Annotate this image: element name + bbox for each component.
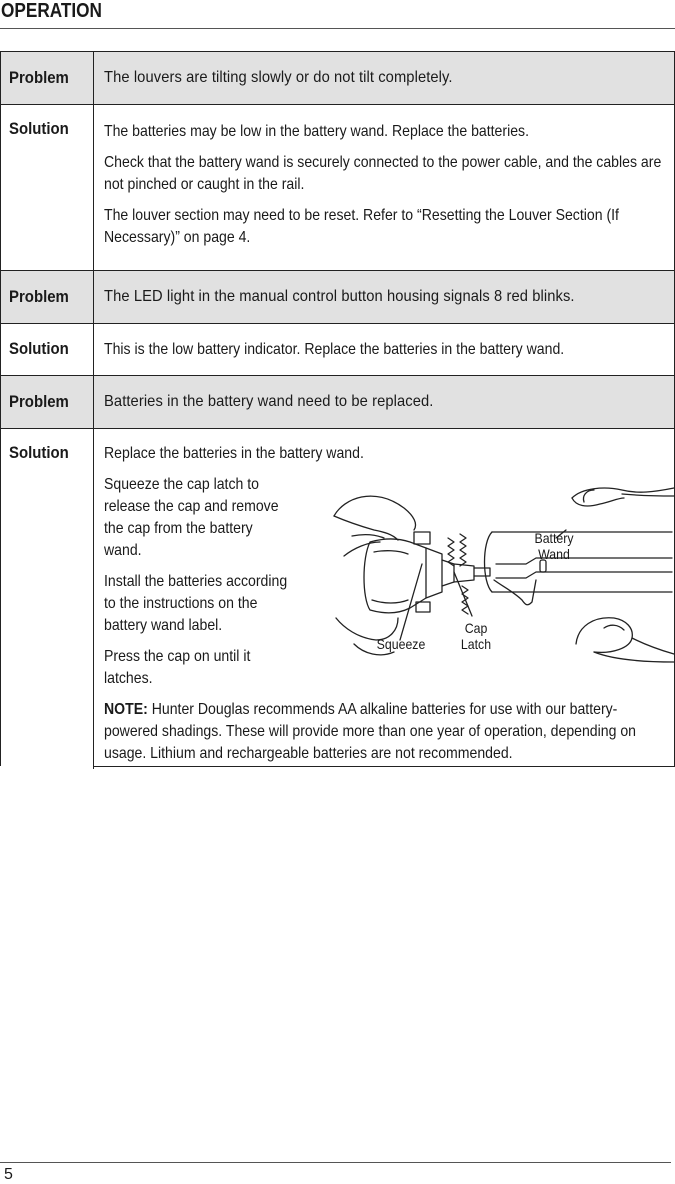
problem-text: The louvers are tilting slowly or do not tilt completely. — [104, 69, 453, 86]
problem-text: Batteries in the battery wand need to be replaced. — [104, 393, 434, 410]
column-divider — [93, 324, 94, 375]
solution-text — [104, 339, 669, 370]
solution-label: Solution — [9, 339, 69, 358]
solution-paragraph: Check that the battery wand is securely connected to the power cable, and the cables are not pinched or caught in the rail. — [104, 154, 662, 193]
problem-row-3 — [0, 375, 675, 428]
solution-label: Solution — [9, 443, 69, 462]
column-divider — [93, 376, 94, 428]
title-rule — [0, 28, 675, 29]
solution-paragraph: Press the cap on until it latches. — [104, 648, 251, 687]
problem-label: Problem — [9, 68, 69, 87]
solution-label: Solution — [9, 119, 69, 138]
squeeze-label: Squeeze — [376, 636, 426, 652]
note-paragraph — [104, 699, 666, 765]
column-divider — [93, 105, 94, 270]
problem-label: Problem — [9, 392, 69, 411]
table-bottom-border — [93, 766, 675, 767]
solution-row-2 — [0, 323, 675, 375]
solution-paragraph: Install the batteries according to the instructions on the battery wand label. — [104, 573, 288, 634]
page-number: 5 — [4, 1166, 13, 1183]
column-divider — [93, 271, 94, 323]
problem-row-2 — [0, 270, 675, 323]
solution-paragraph: This is the low battery indicator. Replace the batteries in the battery wand. — [104, 341, 565, 358]
problem-label: Problem — [9, 287, 69, 306]
note-text: Hunter Douglas recommends AA alkaline batteries for use with our battery-powered shadings. These will provide more than one year of operation, depending on usage. Lithium and rechargeable batteries are not recommended. — [104, 701, 637, 762]
table-left-border — [0, 51, 1, 766]
column-divider — [93, 52, 94, 104]
battery-wand-illustration — [314, 468, 675, 666]
battery-wand-label: Battery Wand — [534, 530, 574, 562]
cap-latch-label: Cap Latch — [460, 620, 492, 652]
problem-text: The LED light in the manual control button housing signals 8 red blinks. — [104, 288, 575, 305]
solution-paragraph: Squeeze the cap latch to release the cap and remove the cap from the battery wand. — [104, 476, 279, 559]
section-title: OPERATION — [1, 0, 102, 22]
solution-paragraph: Replace the batteries in the battery wand. — [104, 445, 364, 462]
note-label: NOTE: — [104, 701, 148, 718]
solution-paragraph: The batteries may be low in the battery wand. Replace the batteries. — [104, 123, 529, 140]
solution-text — [104, 121, 669, 258]
solution-paragraph: The louver section may need to be reset. Refer to “Resetting the Louver Section (If Necessary)” on page 4. — [104, 207, 619, 246]
footer-rule — [0, 1162, 671, 1163]
solution-row-1 — [0, 104, 675, 270]
column-divider — [93, 429, 94, 769]
problem-row-1 — [0, 51, 675, 104]
